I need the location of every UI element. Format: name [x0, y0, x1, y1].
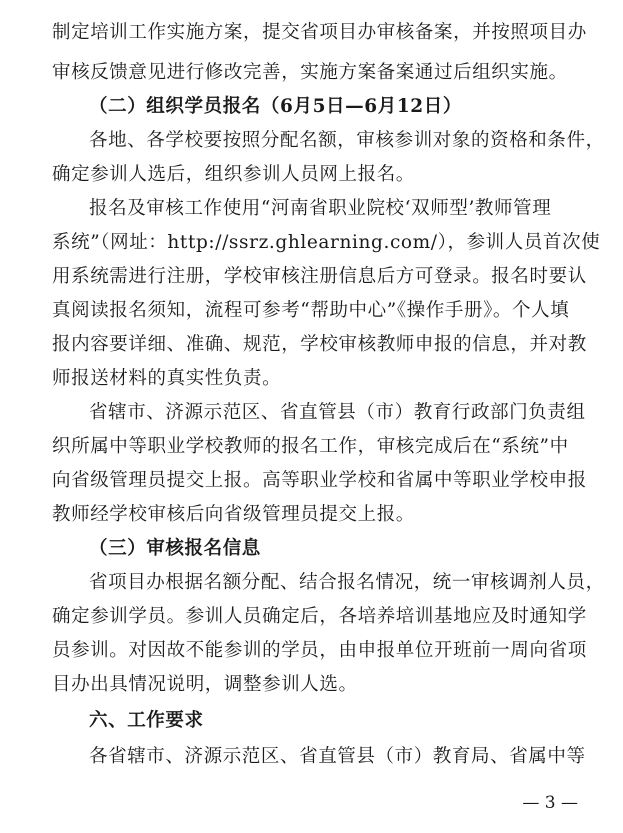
section-heading: 六、工作要求 — [89, 710, 204, 731]
body-line: 确定参训学员。参训人员确定后，各培养培训基地应及时通知学 — [52, 606, 587, 627]
body-line: 各地、各学校要按照分配名额，审核参训对象的资格和条件， — [89, 130, 605, 151]
body-line: 各省辖市、济源示范区、省直管县（市）教育局、省属中等 — [89, 746, 586, 767]
body-line: 教师经学校审核后向省级管理员提交上报。 — [52, 504, 415, 525]
body-line: 目办出具情况说明，调整参训人选。 — [52, 674, 358, 695]
body-line: 省项目办根据名额分配、结合报名情况，统一审核调剂人员， — [89, 572, 605, 593]
body-line: 师报送材料的真实性负责。 — [52, 368, 282, 389]
page-number: — 3 — — [522, 793, 578, 813]
body-line: 向省级管理员提交上报。高等职业学校和省属中等职业学校申报 — [52, 470, 587, 491]
body-line: 确定参训人选后，组织参训人员网上报名。 — [52, 164, 415, 185]
subheading-3: （三）审核报名信息 — [89, 538, 261, 559]
body-line: 报内容要详细、准确、规范，学校审核教师申报的信息，并对教 — [52, 334, 587, 355]
body-line: 真阅读报名须知，流程可参考“帮助中心”《操作手册》。个人填 — [52, 300, 570, 321]
body-line: 审核反馈意见进行修改完善，实施方案备案通过后组织实施。 — [52, 62, 568, 83]
body-line: 报名及审核工作使用“河南省职业院校‘双师型’教师管理 — [89, 198, 552, 219]
body-line: 系统”（网址：http://ssrz.ghlearning.com/），参训人员首次使 — [52, 232, 601, 253]
subheading-2: （二）组织学员报名（6月5日—6月12日） — [89, 96, 462, 117]
body-line: 员参训。对因故不能参训的学员，由申报单位开班前一周向省项 — [52, 640, 587, 661]
body-line: 制定培训工作实施方案，提交省项目办审核备案，并按照项目办 — [52, 22, 587, 43]
body-line: 省辖市、济源示范区、省直管县（市）教育行政部门负责组 — [89, 402, 586, 423]
body-line: 用系统需进行注册，学校审核注册信息后方可登录。报名时要认 — [52, 266, 587, 287]
body-line: 织所属中等职业学校教师的报名工作，审核完成后在“系统”中 — [52, 436, 569, 457]
